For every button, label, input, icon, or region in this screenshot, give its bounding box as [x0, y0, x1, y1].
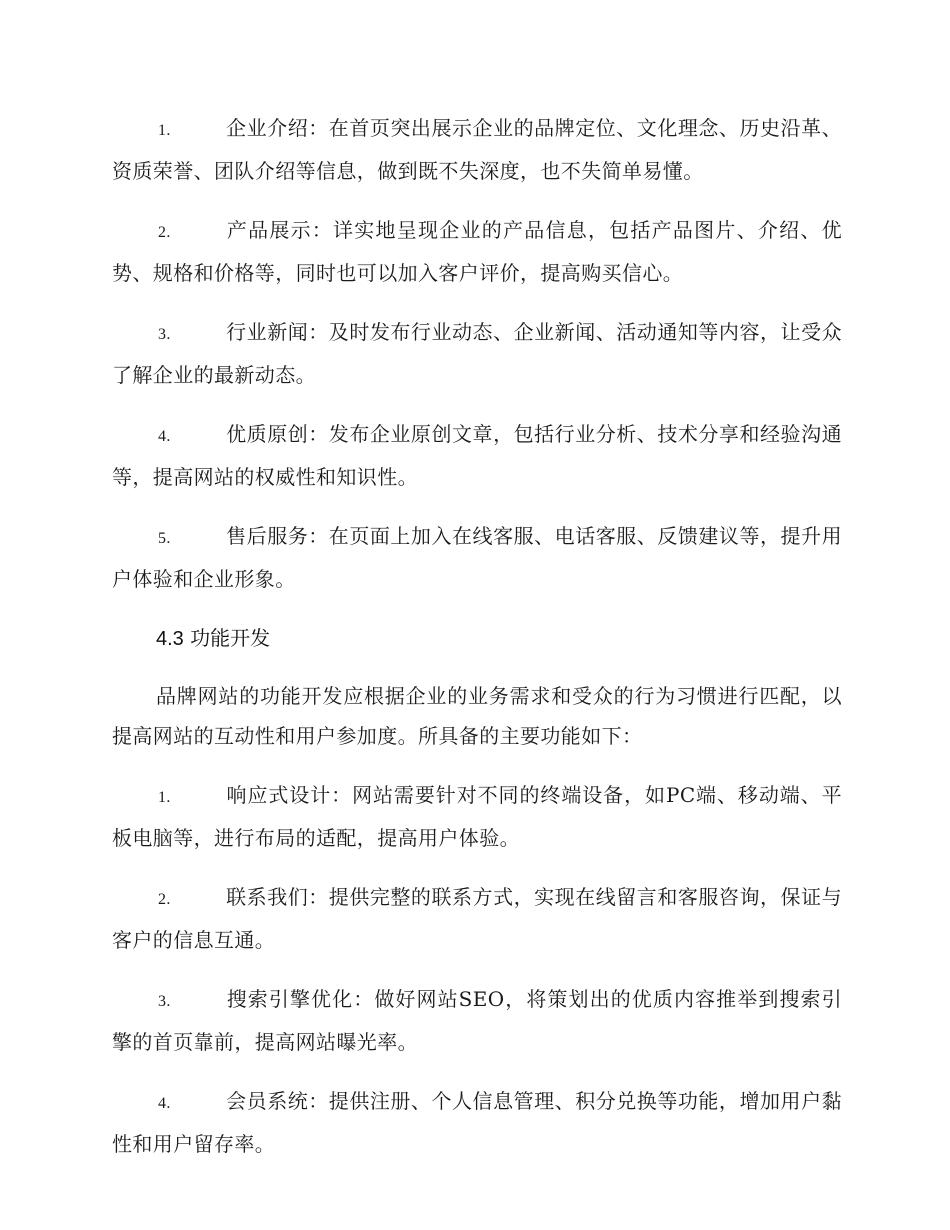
list-item-number: 5.: [158, 530, 171, 547]
list-item-text: 响应式设计：网站需要针对不同的终端设备，如PC端、移动端、平板电脑等，进行布局的适配，提高用户体验。: [112, 783, 842, 850]
list-item-text: 企业介绍：在首页突出展示企业的品牌定位、文化理念、历史沿革、资质荣誉、团队介绍等信息，做到既不失深度，也不失简单易懂。: [112, 116, 842, 183]
section-number: 4.3: [156, 628, 184, 650]
section-heading: [112, 618, 842, 659]
list-item: [112, 775, 842, 858]
list-item-text: 会员系统：提供注册、个人信息管理、积分兑换等功能，增加用户黏性和用户留存率。: [112, 1089, 842, 1156]
list-item-text: 搜索引擎优化：做好网站SEO，将策划出的优质内容推举到搜索引擎的首页靠前，提高网站曝光率。: [112, 987, 842, 1054]
list-item-text: 产品展示：详实地呈现企业的产品信息，包括产品图片、介绍、优势、规格和价格等，同时也可以加入客户评价，提高购买信心。: [112, 218, 842, 285]
list-item: [112, 979, 842, 1062]
list-item: [112, 210, 842, 293]
list-item-number: 1.: [158, 122, 171, 139]
list-item: [112, 312, 842, 395]
list-item-text: 优质原创：发布企业原创文章，包括行业分析、技术分享和经验沟通等，提高网站的权威性和知识性。: [112, 422, 842, 489]
list-item: [112, 877, 842, 960]
list-item: [112, 414, 842, 497]
document-page: [112, 108, 842, 1183]
list-item-text: 行业新闻：及时发布行业动态、企业新闻、活动通知等内容，让受众了解企业的最新动态。: [112, 320, 842, 387]
list-item-text: 联系我们：提供完整的联系方式，实现在线留言和客服咨询，保证与客户的信息互通。: [112, 885, 842, 952]
list-item: [112, 1081, 842, 1164]
list-item-number: 4.: [158, 1095, 171, 1112]
list-item: [112, 108, 842, 191]
list-item-number: 3.: [158, 993, 171, 1010]
list-item-number: 4.: [158, 428, 171, 445]
list-item: [112, 516, 842, 599]
list-item-number: 2.: [158, 891, 171, 908]
intro-paragraph: 品牌网站的功能开发应根据企业的业务需求和受众的行为习惯进行匹配，以提高网站的互动性和用户参加度。所具备的主要功能如下：: [112, 684, 842, 748]
section-title: 功能开发: [190, 626, 271, 650]
list-item-text: 售后服务：在页面上加入在线客服、电话客服、反馈建议等，提升用户体验和企业形象。: [112, 524, 842, 591]
list-item-number: 1.: [158, 789, 171, 806]
list-item-number: 3.: [158, 326, 171, 343]
list-item-number: 2.: [158, 224, 171, 241]
